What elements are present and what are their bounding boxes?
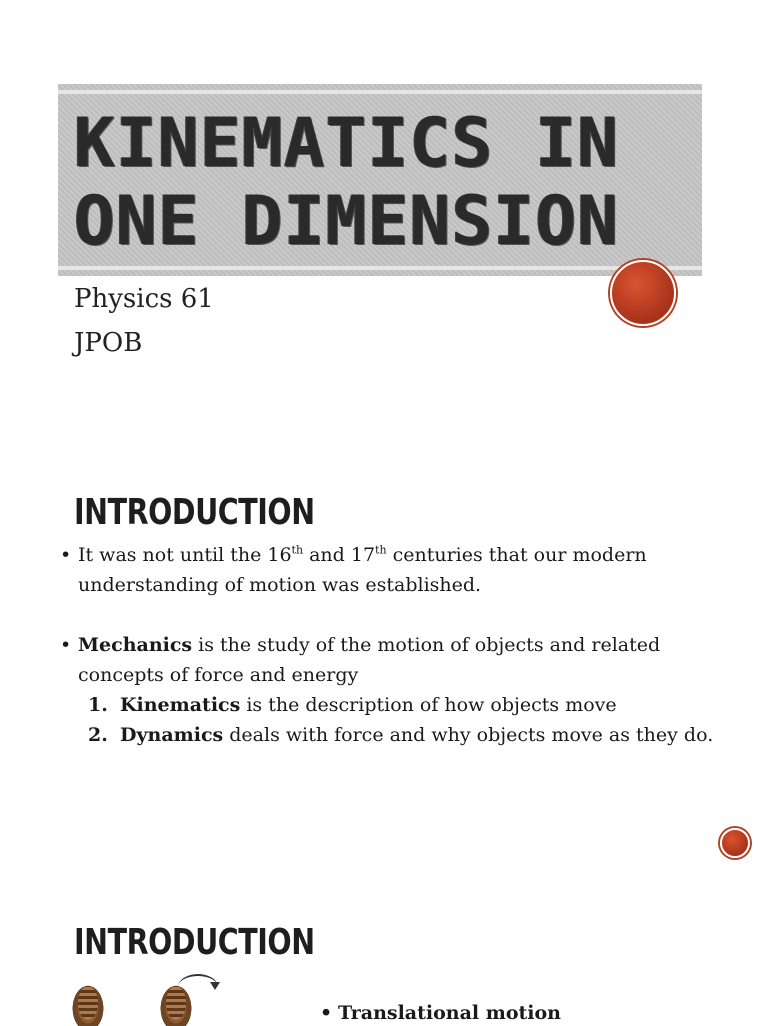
- subtitle-author: JPOB: [74, 328, 143, 358]
- introduction-slide-2: [0, 890, 768, 1024]
- term-kinematics: Kinematics: [120, 694, 241, 716]
- subtitle-course: Physics 61: [74, 284, 214, 314]
- bullet-history: [58, 540, 728, 600]
- list-number: 2.: [88, 724, 108, 746]
- term-dynamics: Dynamics: [120, 724, 224, 746]
- list-item-text: is the description of how objects move: [240, 694, 617, 716]
- bullet-text: centuries that our modern understanding of motion was established.: [78, 544, 647, 596]
- title-line-2: ONE DIMENSION: [74, 182, 620, 261]
- bullet-text: and 17: [303, 544, 376, 566]
- accent-circle-icon: [610, 260, 676, 326]
- list-item: [58, 690, 728, 720]
- slide-heading: INTRODUCTION: [74, 492, 315, 533]
- bullet-text: is the study of the motion of objects and related concepts of force and energy: [78, 634, 661, 686]
- list-number: 1.: [88, 694, 108, 716]
- curved-arrow-icon: [178, 974, 218, 1000]
- title-slide: [0, 0, 768, 430]
- introduction-slide: [0, 440, 768, 880]
- term-mechanics: Mechanics: [78, 634, 193, 656]
- bullet-translational: • Translational motion: [318, 1002, 561, 1024]
- slide-body: [58, 540, 728, 750]
- pinecone-icon: [70, 982, 106, 1026]
- list-item-text: deals with force and why objects move as they do.: [223, 724, 714, 746]
- accent-circle-icon: [720, 828, 750, 858]
- slide-heading: INTRODUCTION: [74, 922, 315, 963]
- list-item: [58, 720, 728, 750]
- bullet-text: It was not until the 16: [78, 544, 292, 566]
- superscript: th: [291, 543, 304, 557]
- title-line-1: KINEMATICS IN: [74, 104, 620, 183]
- title-banner: [58, 84, 702, 276]
- superscript: th: [375, 543, 387, 557]
- bullet-mechanics: [58, 630, 728, 690]
